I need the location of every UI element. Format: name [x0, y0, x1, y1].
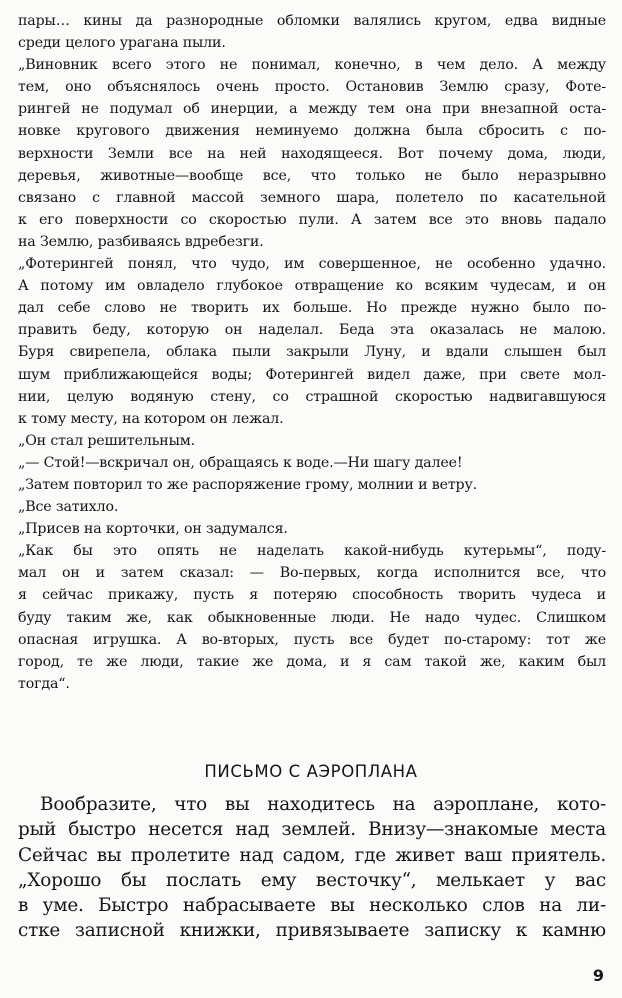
text-line: я сейчас прикажу, пусть я потеряю способность творить чудеса и — [18, 587, 606, 604]
text-line: „Как бы это опять не наделать какой-нибудь кутерьмы“, поду- — [18, 543, 606, 560]
text-line: буду таким же, как обыкновенные люди. Не надо чудес. Слишком — [18, 609, 606, 626]
story-text — [18, 10, 606, 695]
text-line: „Присев на корточки, он задумался. — [18, 521, 288, 538]
text-line: новке кругового движения неминуемо должна была сбросить с по- — [18, 123, 606, 140]
text-line: „Фотерингей понял, что чудо, им совершенное, не особенно удачно. — [18, 256, 606, 273]
section-line: стке записной книжки, привязываете записку к камню — [18, 920, 606, 942]
text-line: рингей не подумал об инерции, а между тем она при внезапной оста- — [18, 101, 606, 118]
text-line: Буря свирепела, облака пыли закрыли Луну, и вдали слышен был — [18, 344, 606, 361]
text-line: к его поверхности со скоростью пули. А затем все это вновь падало — [18, 211, 606, 228]
text-line: А потому им овладело глубокое отвращение ко всяким чудесам, и он — [18, 278, 606, 295]
text-line: шум приближающейся воды; Фотерингей видел даже, при свете мол- — [18, 366, 606, 383]
text-line: „— Стой!—вскричал он, обращаясь к воде.—Ни шагу далее! — [18, 454, 463, 471]
text-line: на Землю, разбиваясь вдребезги. — [18, 233, 264, 250]
section-line: в уме. Быстро набрасываете вы несколько слов на ли- — [18, 895, 606, 917]
section-title: ПИСЬМО С АЭРОПЛАНА — [204, 761, 418, 781]
text-line: город, те же люди, такие же дома, и я сам такой же, каким был — [18, 653, 606, 670]
text-line: „Все затихло. — [18, 499, 119, 516]
text-line: опасная игрушка. А во-вторых, пусть все будет по-старому: тот же — [18, 631, 606, 648]
text-line: связано с главной массой земного шара, полетело по касательной — [18, 189, 606, 206]
section-line: Вообразите, что вы находитесь на аэроплане, кото- — [40, 794, 606, 815]
text-line: пары… кины да разнородные обломки валялись кругом, едва видные — [18, 13, 606, 29]
section-line: рый быстро несется над землей. Внизу—знакомые места — [18, 819, 606, 841]
text-line: тогда“. — [18, 675, 70, 692]
section-line: „Хорошо бы послать ему весточку“, мелькает у вас — [18, 869, 606, 891]
text-line: править беду, которую он наделал. Беда эта оказалась не малою. — [18, 322, 606, 339]
text-line: среди целого урагана пыли. — [18, 35, 226, 52]
text-line: дал себе слово не творить их больше. Но прежде нужно было по- — [18, 300, 606, 317]
section-text — [18, 792, 606, 944]
text-line: „Он стал решительным. — [18, 432, 195, 449]
text-line: „Затем повторил то же распоряжение грому, молнии и ветру. — [18, 476, 478, 493]
text-line: „Виновник всего этого не понимал, конечно, в чем дело. А между — [18, 57, 606, 74]
section-line: Сейчас вы пролетите над садом, где живет ваш приятель. — [18, 844, 606, 866]
text-line: тем, оно объяснялось очень просто. Остановив Землю сразу, Фоте- — [18, 79, 606, 96]
page-number: 9 — [592, 966, 604, 985]
text-line: верхности Земли все на ней находящееся. Вот почему дома, люди, — [18, 145, 606, 162]
text-line: мал он и затем сказал: — Во-первых, когда исполнится все, что — [18, 565, 606, 582]
text-line: нии, целую водяную стену, со страшной скоростью надвигавшуюся — [18, 388, 606, 405]
text-line: деревья, животные—вообще все, что только не было неразрывно — [18, 167, 606, 184]
text-line: к тому месту, на котором он лежал. — [18, 410, 284, 427]
